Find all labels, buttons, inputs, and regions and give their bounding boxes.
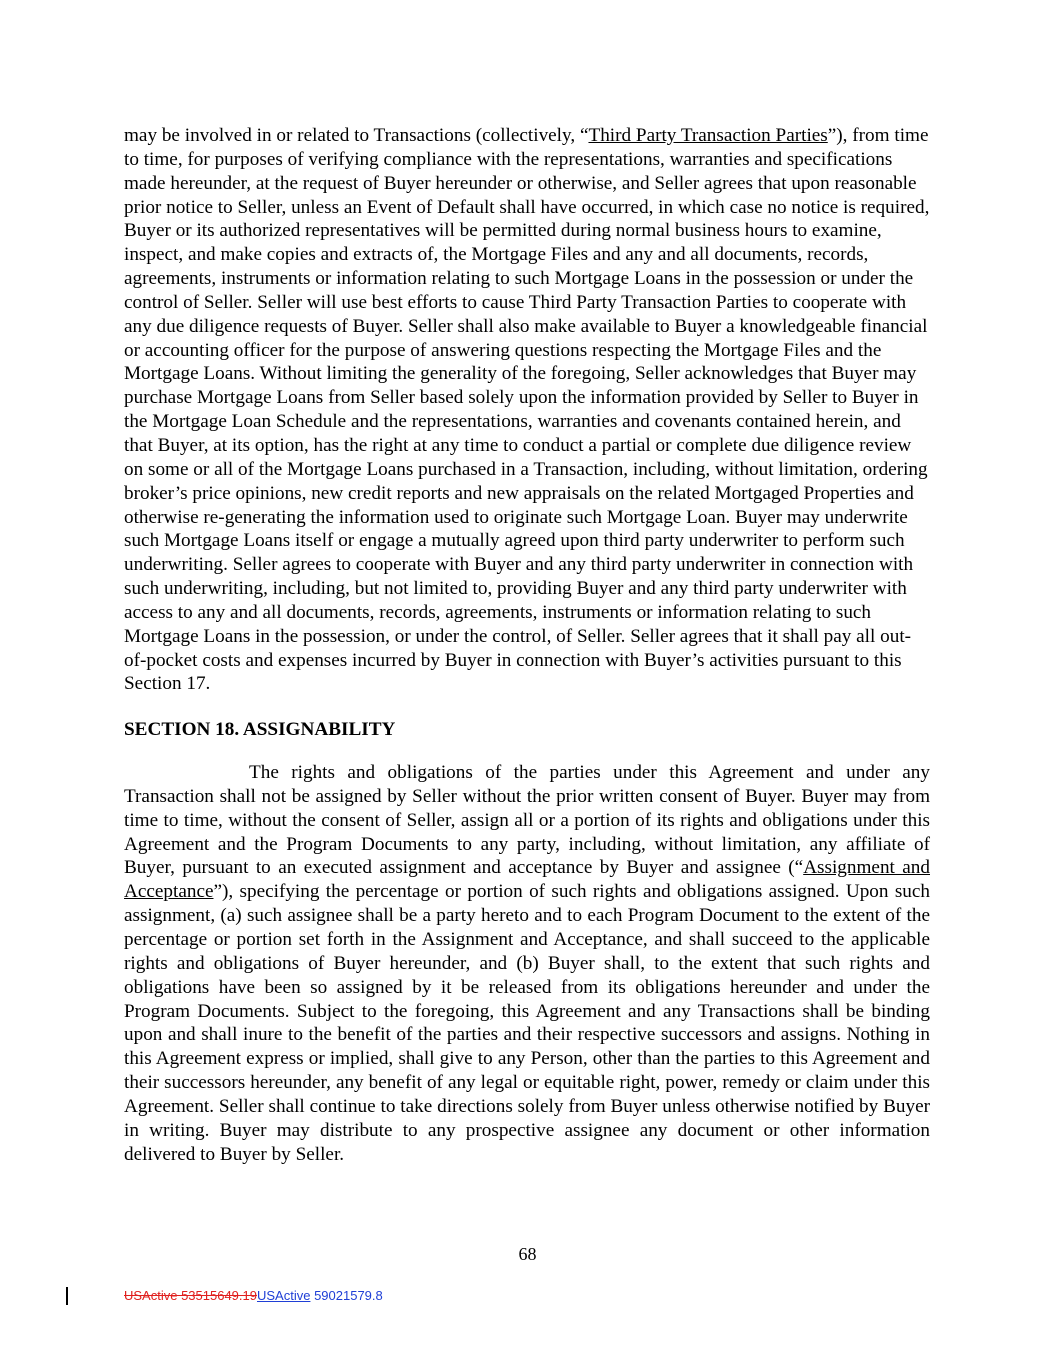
- paragraph-text: The rights and obligations of the parties under this Agreement and under any Transaction shall not be assigned by Seller without the prior written consent of Buyer. Buyer may from time to time, without the consent of Seller, assign all or a portion of its rights and obligations under this Agreement and the Program Documents to any party, including, without limitation, any affiliate of Buyer, pursuant to an executed assignment and acceptance by Buyer and assignee (“: [124, 762, 930, 879]
- paragraph-text: may be involved in or related to Transactions (collectively, “: [124, 125, 589, 146]
- document-body: [124, 124, 930, 1166]
- paragraph-text: ”), from time to time, for purposes of verifying compliance with the representations, warranties and specifications made hereunder, at the request of Buyer hereunder or otherwise, and Seller agrees that upon reasonable prior notice to Seller, unless an Event of Default shall have occurred, in which case no notice is required, Buyer or its authorized representatives will be permitted during normal business hours to examine, inspect, and make copies and extracts of, the Mortgage Files and any and all documents, records, agreements, instruments or information relating to such Mortgage Loans in the possession or under the control of Seller. Seller will use best efforts to cause Third Party Transaction Parties to cooperate with any due diligence requests of Buyer. Seller shall also make available to Buyer a knowledgeable financial or accounting officer for the purpose of answering questions respecting the Mortgage Files and the Mortgage Loans. Without limiting the generality of the foregoing, Seller acknowledges that Buyer may purchase Mortgage Loans from Seller based solely upon the information provided by Seller to Buyer in the Mortgage Loan Schedule and the representations, warranties and covenants contained herein, and that Buyer, at its option, has the right at any time to conduct a partial or complete due diligence review on some or all of the Mortgage Loans purchased in a Transaction, including, without limitation, ordering broker’s price opinions, new credit reports and new appraisals on the related Mortgaged Properties and otherwise re-generating the information used to originate such Mortgage Loan. Buyer may underwrite such Mortgage Loans itself or engage a mutually agreed upon third party underwriter to perform such underwriting. Seller agrees to cooperate with Buyer and any third party underwriter in connection with such underwriting, including, but not limited to, providing Buyer and any third party underwriter with access to any and all documents, records, agreements, instruments or information relating to such Mortgage Loans in the possession, or under the control, of Seller. Seller agrees that it shall pay all out-of-pocket costs and expenses incurred by Buyer in connection with Buyer’s activities pursuant to this Section 17.: [124, 125, 930, 695]
- inserted-document-label: USActive: [256, 1288, 311, 1303]
- inserted-document-number: 59021579.8: [310, 1288, 383, 1303]
- document-id-footer: [124, 1288, 383, 1304]
- defined-term-assignment-and-acceptance: Assignment and Acceptance: [124, 857, 930, 903]
- defined-term-third-party-transaction-parties: Third Party Transaction Parties: [588, 125, 828, 146]
- deleted-document-id: USActive 53515649.19: [124, 1288, 257, 1303]
- section-18-heading: SECTION 18. ASSIGNABILITY: [124, 719, 396, 741]
- paragraph-text: ”), specifying the percentage or portion of such rights and obligations assigned. Upon such assignment, (a) such assignee shall be a party hereto and to each Program Document to the extent of the percentage or portion set forth in the Assignment and Acceptance, and shall succeed to the applicable rights and obligations of Buyer hereunder, and (b) Buyer shall, to the extent that such rights and obligations have been so assigned by it be released from its obligations hereunder and under the Program Documents. Subject to the foregoing, this Agreement and any Transactions shall be binding upon and shall inure to the benefit of the parties and their respective successors and assigns. Nothing in this Agreement express or implied, shall give to any Person, other than the parties to this Agreement and their successors hereunder, any benefit of any legal or equitable right, power, remedy or claim under this Agreement. Seller shall continue to take directions solely from Buyer unless otherwise notified by Buyer in writing. Buyer may distribute to any prospective assignee any document or other information delivered to Buyer by Seller.: [124, 881, 930, 1165]
- page-number: 68: [518, 1244, 537, 1264]
- revision-change-bar: [66, 1287, 68, 1305]
- paragraph-section-17-continued: [124, 124, 930, 696]
- paragraph-section-18: [124, 761, 930, 1166]
